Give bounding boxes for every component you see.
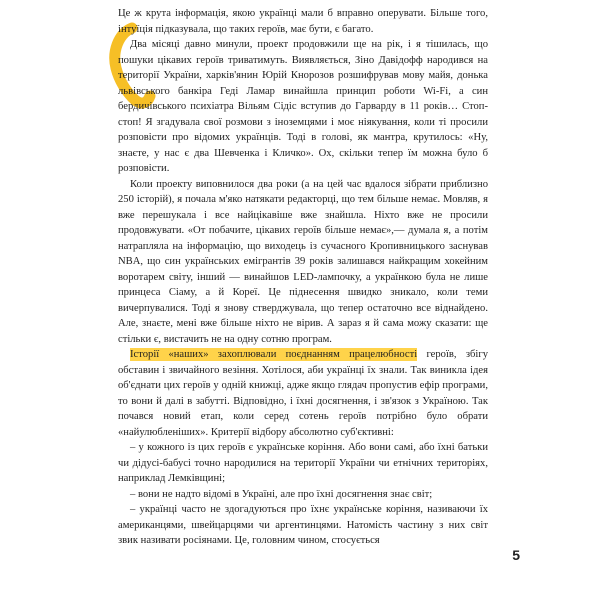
criterion-3: – українці часто не здогадуються про їхнє українське коріння, називаючи їх американцями, швейцарцями чи аргентинцями. Натомість частину з них світ звик називати росіянами. Це, головним чином, стосується bbox=[118, 504, 488, 546]
highlighted-phrase: Історії «наших» захоплювали поєднанням працелюбності bbox=[130, 349, 418, 360]
page-number: 5 bbox=[512, 547, 520, 563]
page-text bbox=[118, 6, 488, 549]
criterion-1: – у кожного із цих героїв є українське коріння. Або вони самі, або їхні батьки чи дідусі-бабусі точно народилися на території України чи етнічних територіях, наприклад Лемківщині; bbox=[118, 442, 488, 484]
criterion-2: – вони не надто відомі в Україні, але про їхні досягнення знає світ; bbox=[130, 488, 433, 500]
paragraph-3: Коли проекту виповнилося два роки (а на цей час вдалося зібрати приблизно 250 історій), я почала м'яко натякати редакторці, що тем більше немає. Мовляв, я вже перешукала і все найцікавіше вже знайшла. Ніхто вже не просили продовжувати. «От побачите, цікавих героїв більше немає»,— думала я, а потім натрапляла на інформацію, що виходець із сучасного Кропивницького заснував NBA, що син українських емігрантів 39 років залишався найкращим хокейним воротарем світу, інший — винайшов LED-лампочку, а українкою була не лише принцеса Сіаму, а й Кореї. Це піднесення швидко зникало, коли теми вичерпувалися. Тоді я знову стверджувала, що тепер остаточно все віднайдено. Але, знаєте, мені вже більше ніхто не вірив. А зараз я й сама можу сказати: ще стільки є, вистачить не на одну сотню програм. bbox=[118, 178, 488, 345]
paragraph-4-rest: героїв, збігу обставин і звичайного везіння. Хотілося, аби українці їх знали. Так виникла ідея об'єднати цих героїв у одній книжці, адже якщо глядач пропустив ефір програми, то вони й далі в забутті. Відповідно, і їхні досягнення, і зв'язок з Україною. Так почався новий етап, коли серед сотень героїв потрібно було обрати «найулюбленіших». Критерії відбору абсолютно суб'єктивні: bbox=[118, 349, 488, 438]
paragraph-2: Два місяці давно минули, проект продовжили ще на рік, і я тішилась, що пошуки цікавих героїв триватимуть. Виявляється, Зіно Давідофф народився на території України, харків'янин Юрій Кнорозов розшифрував мову майя, донька львівського банкіра Геді Ламар винайшла принцип роботи Wi-Fi, а син бердичівського психіатра Вільям Сідіс вступив до Гарварду в 11 років… Стоп-стоп! Я згадувала свої розмови з іноземцями і моє ніякування, коли ті просили розповісти про відомих українців. Тоді в голові, як мантра, крутилось: «Ну, знаєте, у нас є два Шевченка і Кличко». Ох, скільки тепер їм можна було б розповісти. bbox=[118, 39, 488, 174]
paragraph-4 bbox=[118, 347, 488, 440]
paragraph-1: Це ж крута інформація, якою українці мали б вправно оперувати. Більше того, інтуїція підказувала, що таких героїв, має бути, є багато. bbox=[118, 8, 488, 35]
